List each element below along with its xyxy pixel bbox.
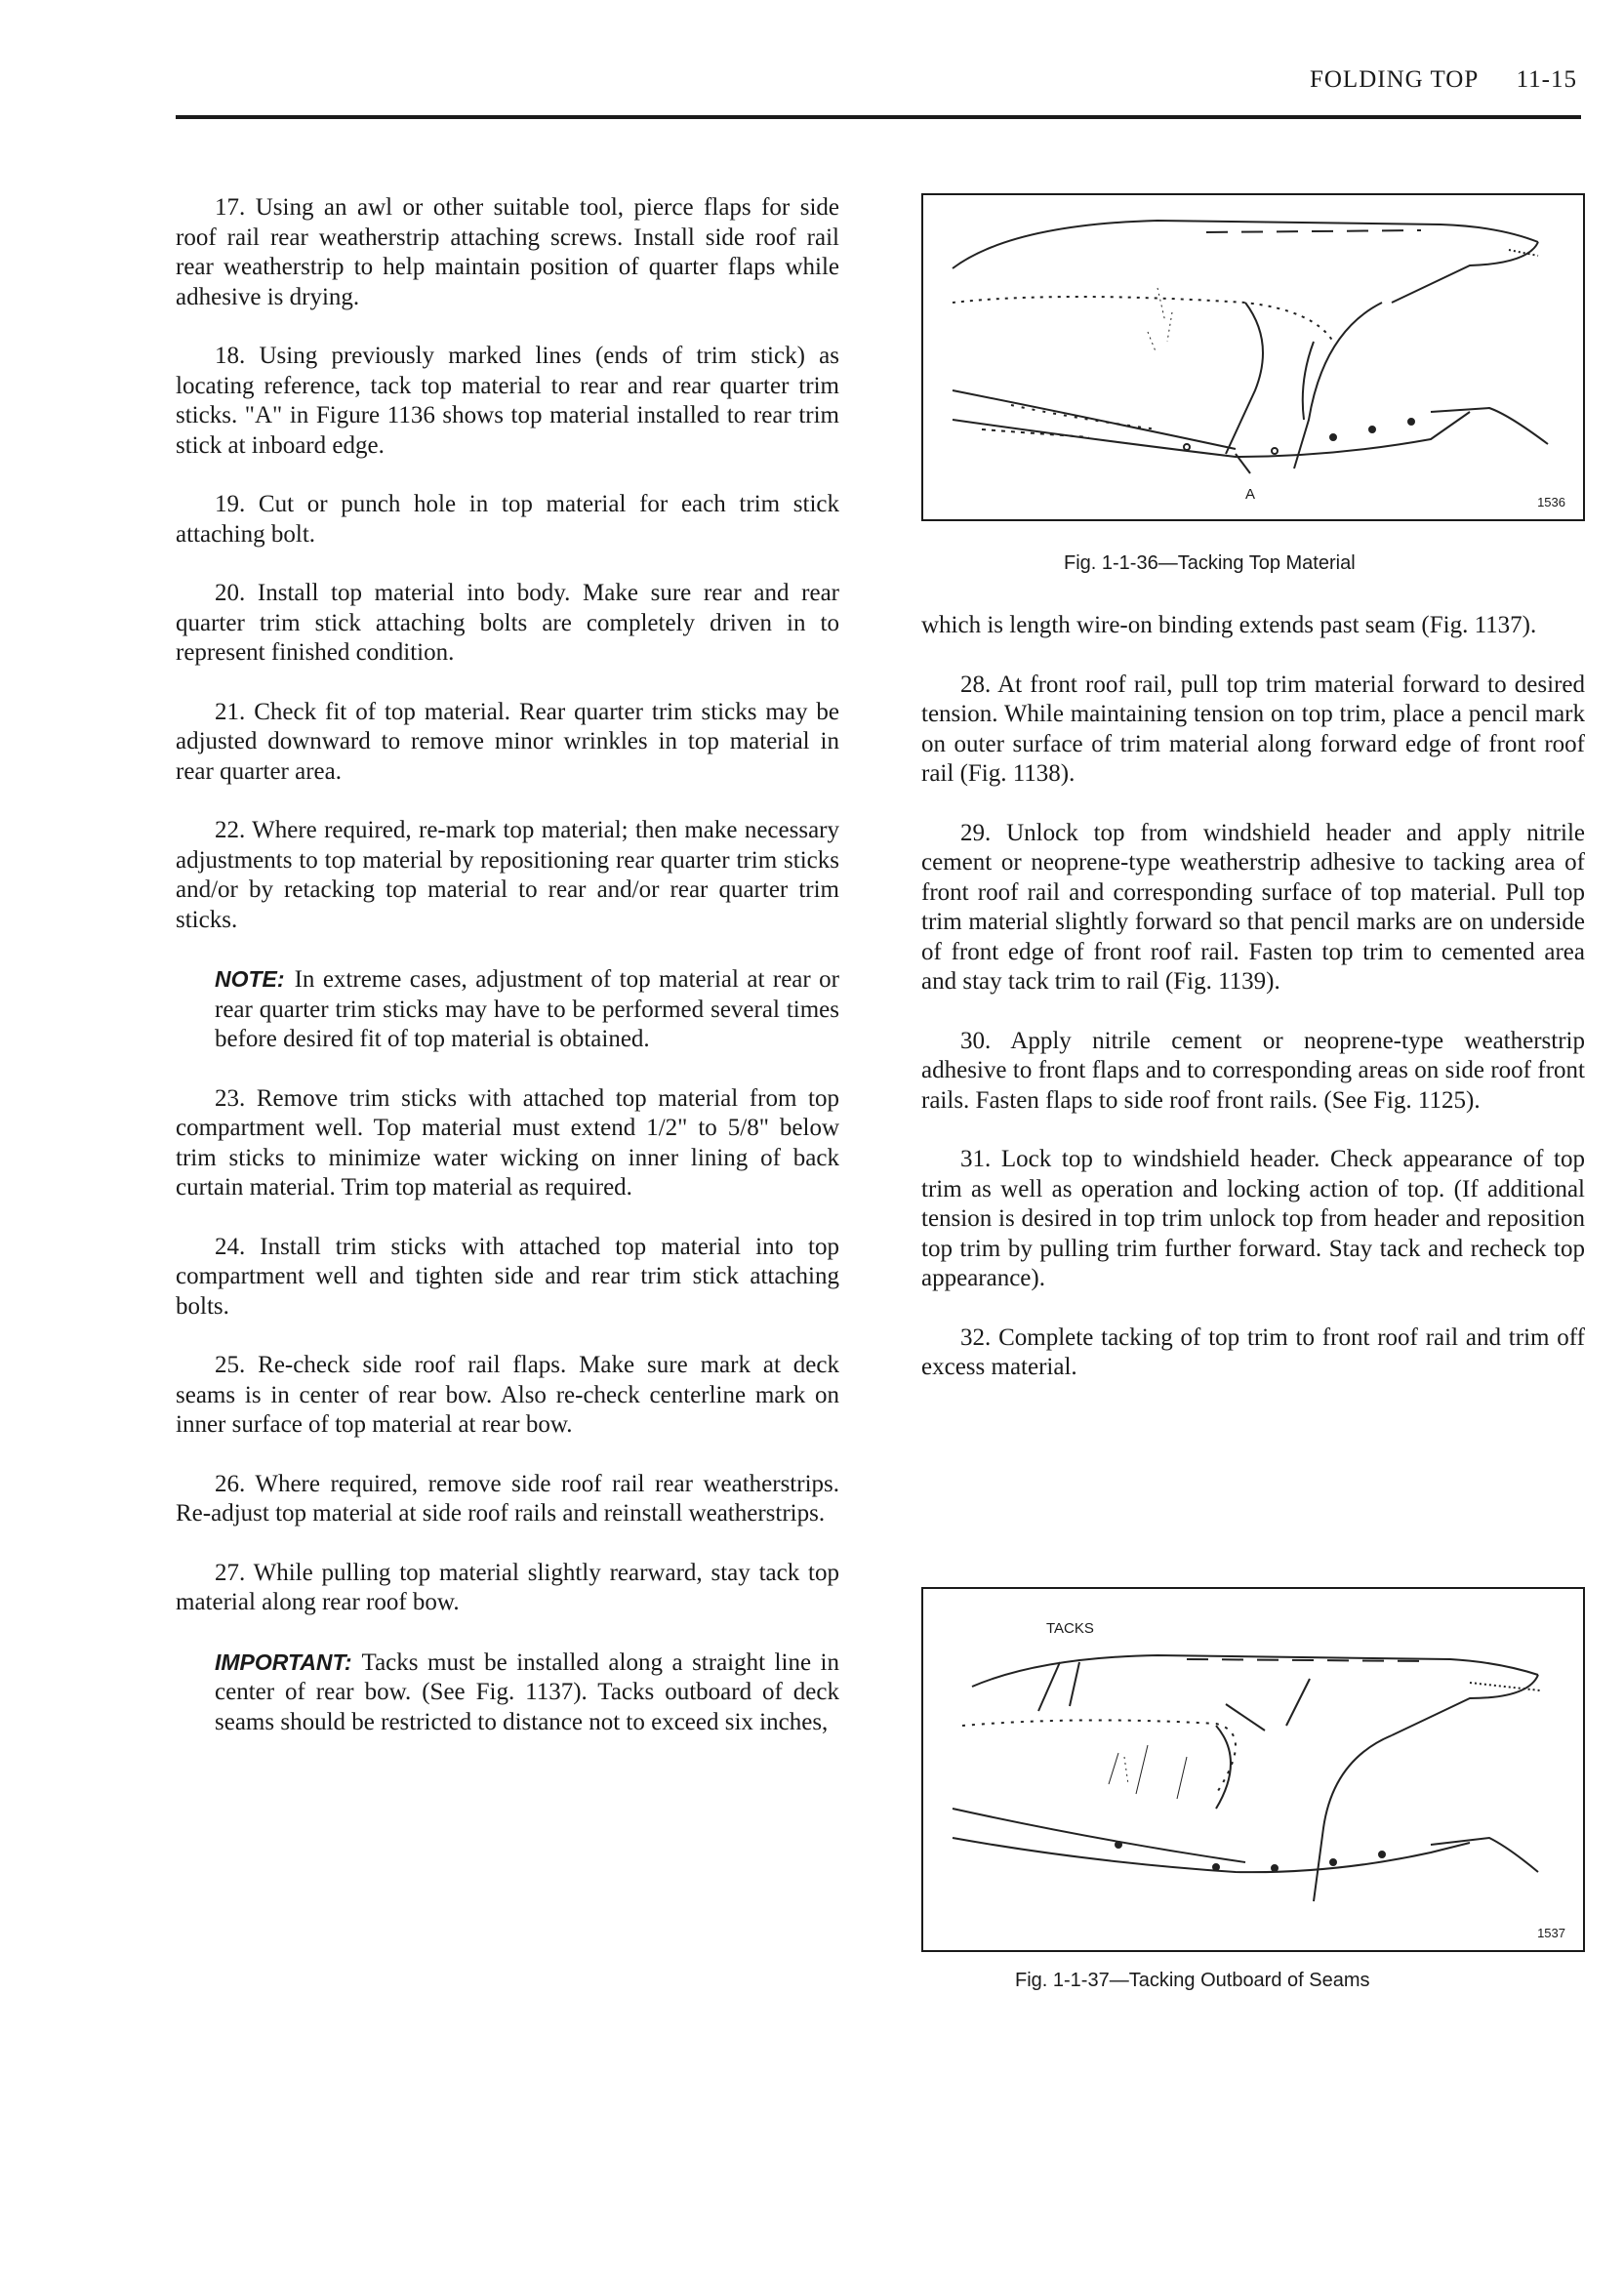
step-paragraph: 19. Cut or punch hole in top material for each trim stick attaching bolt. <box>176 491 839 548</box>
note-label: IMPORTANT: <box>215 1649 352 1675</box>
left-column <box>176 193 839 1767</box>
page-number: 11-15 <box>1516 66 1577 93</box>
figure-caption: Fig. 1-1-36—Tacking Top Material <box>1064 552 1356 574</box>
step-paragraph: 23. Remove trim sticks with attached top material from top compartment well. Top material must extend 1/2" to 5/8" below trim sticks to minimize water wicking on inner lining of back curtain material. Trim top material as required. <box>176 1084 839 1201</box>
step-paragraph: 26. Where required, remove side roof rail rear weatherstrips. Re-adjust top material at side roof rails and reinstall weatherstrips. <box>176 1470 839 1527</box>
callout-tacks: TACKS <box>1046 1620 1094 1637</box>
figure-caption: Fig. 1-1-37—Tacking Outboard of Seams <box>1015 1970 1370 1991</box>
note-text: Tacks must be installed along a straight line in center of rear bow. (See Fig. 1137). Tacks outboard of deck seams should be restricted to distance not to exceed six inches, <box>215 1649 839 1735</box>
header-rule <box>176 115 1581 119</box>
note-paragraph <box>176 1648 839 1738</box>
note-text: In extreme cases, adjustment of top material at rear or rear quarter trim sticks may have to be performed several times before desired fit of top material is obtained. <box>215 966 839 1052</box>
note-label: NOTE: <box>215 966 285 992</box>
figure-id: 1536 <box>1537 495 1565 509</box>
outboard-seams-illustration <box>923 1589 1583 1950</box>
step-paragraph: 27. While pulling top material slightly rearward, stay tack top material along rear roof bow. <box>176 1559 839 1615</box>
step-paragraph: 31. Lock top to windshield header. Check appearance of top trim as well as operation and locking action of top. (If additional tension is desired in top trim unlock top from header and reposition top trim by pulling trim further forward. Stay tack and recheck top appearance). <box>921 1146 1585 1291</box>
right-column <box>921 611 1585 1412</box>
figure-id: 1537 <box>1537 1926 1565 1940</box>
step-paragraph: 22. Where required, re-mark top material; then make necessary adjustments to top material by repositioning rear quarter trim sticks and/or by retacking top material to rear and/or rear quarter trim sticks. <box>176 817 839 933</box>
step-paragraph: which is length wire-on binding extends past seam (Fig. 1137). <box>921 612 1537 638</box>
callout-a: A <box>1245 486 1256 503</box>
step-paragraph: 25. Re-check side roof rail flaps. Make sure mark at deck seams is in center of rear bow. Also re-check centerline mark on inner surface of top material at rear bow. <box>176 1352 839 1438</box>
top-material-illustration <box>923 195 1583 519</box>
step-paragraph: 18. Using previously marked lines (ends of trim stick) as locating reference, tack top material to rear and rear quarter trim sticks. "A" in Figure 1136 shows top material installed to rear trim stick at inboard edge. <box>176 343 839 459</box>
step-paragraph: 24. Install trim sticks with attached top material into top compartment well and tighten side and rear trim stick attaching bolts. <box>176 1233 839 1320</box>
figure-tacking-outboard-seams <box>921 1587 1585 1952</box>
step-paragraph: 17. Using an awl or other suitable tool, pierce flaps for side roof rail rear weatherstrip attaching screws. Install side roof rail rear weatherstrip to help maintain position of quarter flaps while adhesive is drying. <box>176 194 839 310</box>
step-paragraph: 21. Check fit of top material. Rear quarter trim sticks may be adjusted downward to remove minor wrinkles in top material in rear quarter area. <box>176 698 839 785</box>
page-header <box>1279 66 1577 94</box>
note-paragraph <box>176 964 839 1055</box>
step-paragraph: 28. At front roof rail, pull top trim material forward to desired tension. While maintaining tension on top trim, place a pencil mark on outer surface of trim material along forward edge of front roof rail (Fig. 1138). <box>921 671 1585 787</box>
figure-tacking-top-material <box>921 193 1585 521</box>
section-title: FOLDING TOP <box>1309 66 1479 93</box>
step-paragraph: 20. Install top material into body. Make sure rear and rear quarter trim stick attaching bolts are completely driven in to represent finished condition. <box>176 580 839 666</box>
step-paragraph: 30. Apply nitrile cement or neoprene-type weatherstrip adhesive to front flaps and to corresponding areas on side roof front rails. Fasten flaps to side roof front rails. (See Fig. 1125). <box>921 1027 1585 1114</box>
step-paragraph: 29. Unlock top from windshield header and apply nitrile cement or neoprene-type weatherstrip adhesive to tacking area of front roof rail and corresponding surface of top material. Pull top trim material slightly forward so that pencil marks are on underside of front edge of front roof rail. Fasten top trim to cemented area and stay tack trim to rail (Fig. 1139). <box>921 819 1585 995</box>
step-paragraph: 32. Complete tacking of top trim to front roof rail and trim off excess material. <box>921 1323 1585 1380</box>
